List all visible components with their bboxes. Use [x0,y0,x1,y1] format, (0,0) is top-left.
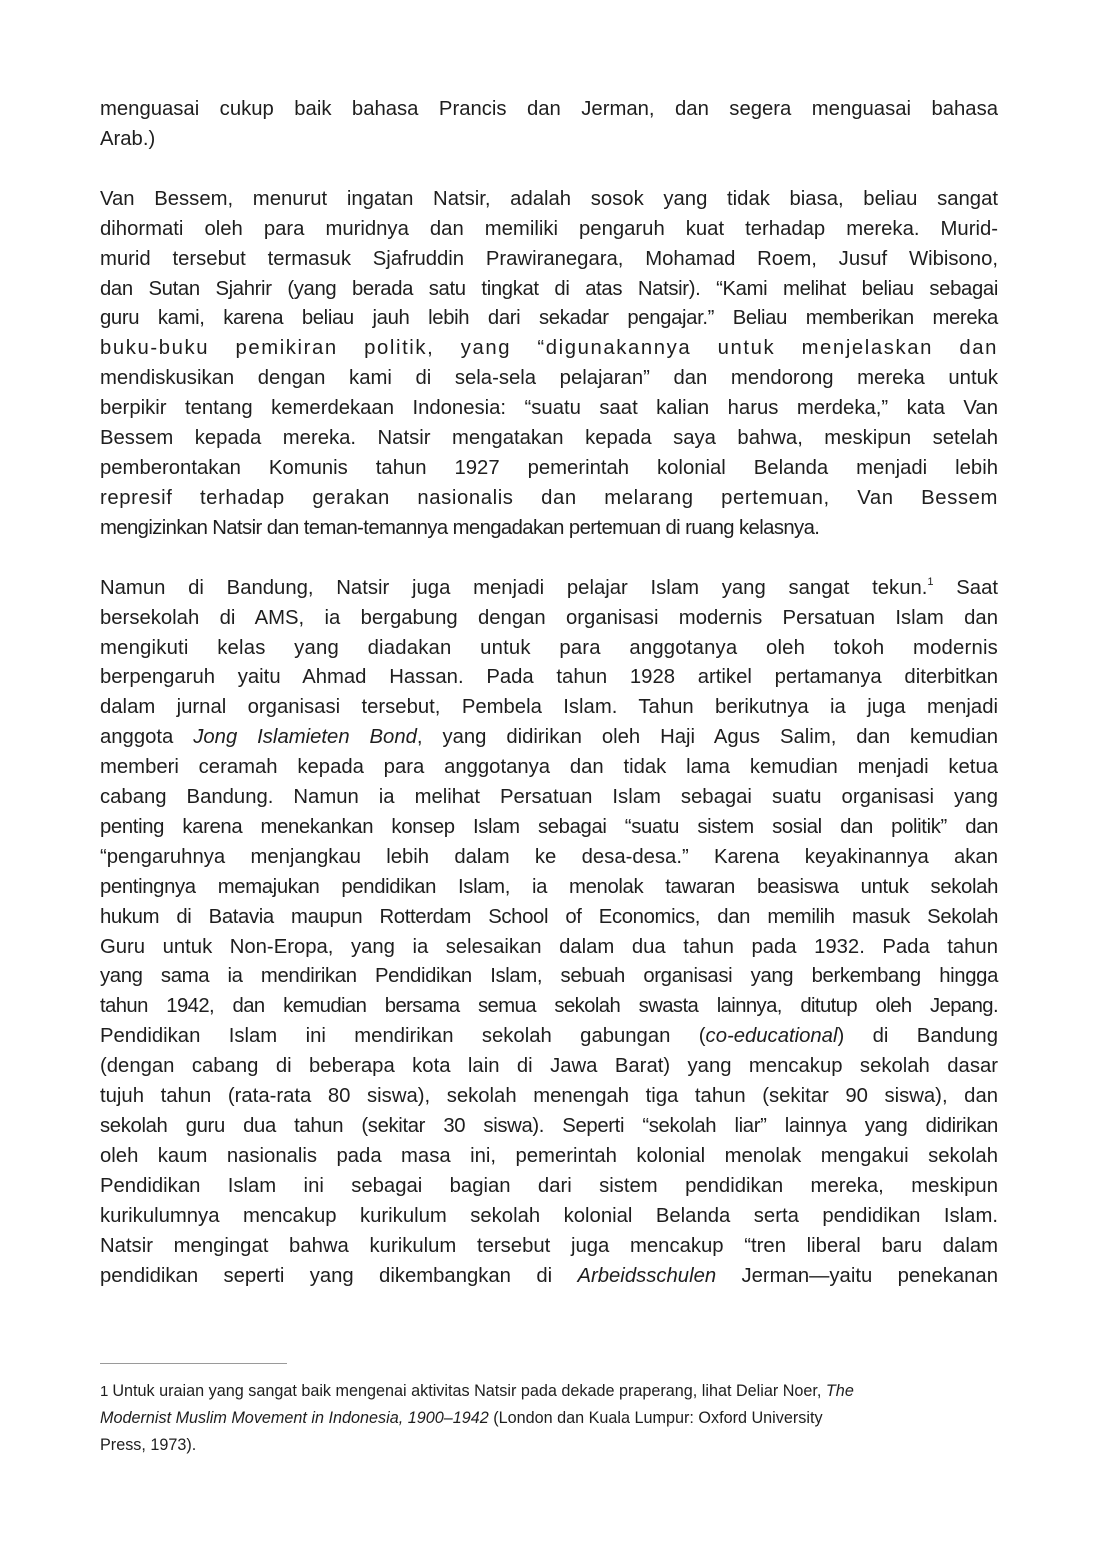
text-run: dihormati oleh para muridnya dan memiliki pengaruh kuat terhadap mereka. Murid- [100,217,998,240]
text-line [100,424,998,454]
text-line [100,962,998,992]
text-run: memberi ceramah kepada para anggotanya dan tidak lama kemudian menjadi ketua [100,756,998,779]
text-run: mengizinkan Natsir dan teman-temannya mengadakan pertemuan di ruang kelasnya. [100,516,820,539]
paragraph [100,95,998,155]
text-line [100,185,998,215]
text-run: penting karena menekankan konsep Islam sebagai “suatu sistem sosial dan politik” dan [100,815,998,838]
text-run: Namun di Bandung, Natsir juga menjadi pelajar Islam yang sangat tekun. [100,576,928,599]
text-run: cabang Bandung. Namun ia melihat Persatuan Islam sebagai suatu organisasi yang [100,786,998,809]
text-run: ) di Bandung [837,1025,998,1048]
text-run: bersekolah di AMS, ia bergabung dengan organisasi modernis Persatuan Islam dan [100,606,998,629]
text-run: Arab.) [100,127,156,150]
text-run: dan Sutan Sjahrir (yang berada satu tingkat di atas Natsir). “Kami melihat beliau sebagai [100,277,998,300]
text-run: sekolah guru dua tahun (sekitar 30 siswa). Seperti “sekolah liar” lainnya yang didirikan [100,1115,998,1137]
text-run: oleh kaum nasionalis pada masa ini, pemerintah kolonial menolak mengakui sekolah [100,1144,998,1167]
text-line [100,992,998,1022]
text-run: dalam jurnal organisasi tersebut, Pembela Islam. Tahun berikutnya ia juga menjadi [100,696,998,719]
text-run: berpikir tentang kemerdekaan Indonesia: “suatu saat kalian harus merdeka,” kata Van [100,397,998,420]
text-line [100,484,998,514]
text-run: tahun 1942, dan kemudian bersama semua sekolah swasta lainnya, ditutup oleh Jepang. [100,995,998,1018]
text-run: yang sama ia mendirikan Pendidikan Islam, sebuah organisasi yang berkembang hingga [100,965,998,988]
text-run: Van Bessem, menurut ingatan Natsir, adalah sosok yang tidak biasa, beliau sangat [100,187,998,210]
text-line [100,753,998,783]
text-run: pendidikan seperti yang dikembangkan di [100,1264,578,1287]
text-line [100,933,998,963]
text-line [100,394,998,424]
text-run: (London dan Kuala Lumpur: Oxford University [488,1409,823,1427]
text-line [100,95,998,125]
text-run: kurikulumnya mencakup kurikulum sekolah kolonial Belanda serta pendidikan Islam. [100,1204,998,1227]
footnote-number: 1 [100,1383,109,1400]
text-line [100,1232,998,1262]
footnote-reference: 1 [927,575,934,588]
text-line [100,1112,998,1142]
text-run: tujuh tahun (rata-rata 80 siswa), sekolah menengah tiga tahun (sekitar 90 siswa), dan [100,1085,998,1108]
text-run: Pendidikan Islam ini mendirikan sekolah gabungan ( [100,1025,706,1048]
text-run: hukum di Batavia maupun Rotterdam School of Economics, dan memilih masuk Sekolah [100,905,998,928]
footnote-line [100,1432,990,1459]
text-run: Pendidikan Islam ini sebagai bagian dari sistem pendidikan mereka, meskipun [100,1174,998,1197]
text-run: “pengaruhnya menjangkau lebih dalam ke desa-desa.” Karena keyakinannya akan [100,845,998,868]
text-line [100,1022,998,1052]
italic-text: Arbeidsschulen [577,1264,717,1287]
text-line [100,1082,998,1112]
text-run: Jerman—yaitu penekanan [716,1264,998,1287]
italic-text: Modernist Muslim Movement in Indonesia, 1900–1942 [100,1409,489,1427]
text-line [100,1202,998,1232]
text-line [100,364,998,394]
text-line [100,813,998,843]
text-line [100,693,998,723]
text-run: mendiskusikan dengan kami di sela-sela pelajaran” dan mendorong mereka untuk [100,367,998,390]
page-body [100,95,998,1321]
text-line [100,514,998,544]
italic-text: The [825,1382,854,1400]
footnote-line [100,1378,990,1405]
text-run: (dengan cabang di beberapa kota lain di Jawa Barat) yang mencakup sekolah dasar [100,1055,998,1078]
text-run: guru kami, karena beliau jauh lebih dari sekadar pengajar.” Beliau memberikan mereka [100,307,998,330]
paragraph [100,574,998,1292]
text-line [100,275,998,305]
text-line [100,1052,998,1082]
text-run: Saat [933,576,998,599]
text-run: Bessem kepada mereka. Natsir mengatakan kepada saya bahwa, meskipun setelah [100,427,998,450]
text-line [100,304,998,334]
text-line [100,125,998,155]
text-line [100,1172,998,1202]
text-line [100,843,998,873]
text-run: pentingnya memajukan pendidikan Islam, ia menolak tawaran beasiswa untuk sekolah [100,875,998,898]
text-line [100,245,998,275]
text-run: Press, 1973). [100,1436,197,1454]
text-line [100,454,998,484]
text-line [100,783,998,813]
text-run: menguasai cukup baik bahasa Prancis dan Jerman, dan segera menguasai bahasa [100,98,998,120]
paragraph [100,185,998,544]
text-line [100,215,998,245]
footnote-divider [100,1363,287,1364]
text-line [100,1262,998,1292]
text-run: buku-buku pemikiran politik, yang “digunakannya untuk menjelaskan dan [100,337,998,360]
text-run: Guru untuk Non-Eropa, yang ia selesaikan dalam dua tahun pada 1932. Pada tahun [100,935,998,958]
text-run: berpengaruh yaitu Ahmad Hassan. Pada tahun 1928 artikel pertamanya diterbitkan [100,666,998,689]
text-run: , yang didirikan oleh Haji Agus Salim, dan kemudian [416,726,998,749]
italic-text: co-educational [705,1025,838,1048]
footnote-line [100,1405,990,1432]
text-line [100,1142,998,1172]
text-run: represif terhadap gerakan nasionalis dan melarang pertemuan, Van Bessem [100,486,998,509]
text-run: anggota [100,726,194,749]
italic-text: Jong Islamieten Bond [193,726,417,749]
text-line [100,873,998,903]
text-run: murid tersebut termasuk Sjafruddin Prawiranegara, Mohamad Roem, Jusuf Wibisono, [100,247,998,270]
text-run: Natsir mengingat bahwa kurikulum tersebut juga mencakup “tren liberal baru dalam [100,1234,998,1257]
text-line [100,334,998,364]
text-run: pemberontakan Komunis tahun 1927 pemerintah kolonial Belanda menjadi lebih [100,456,998,479]
text-line [100,574,998,604]
text-line [100,663,998,693]
text-line [100,723,998,753]
text-line [100,903,998,933]
text-run: mengikuti kelas yang diadakan untuk para anggotanya oleh tokoh modernis [100,636,998,659]
text-run: Untuk uraian yang sangat baik mengenai aktivitas Natsir pada dekade praperang, lihat Deliar Noer, [112,1382,826,1400]
text-line [100,604,998,634]
text-line [100,634,998,664]
footnote [100,1378,990,1459]
